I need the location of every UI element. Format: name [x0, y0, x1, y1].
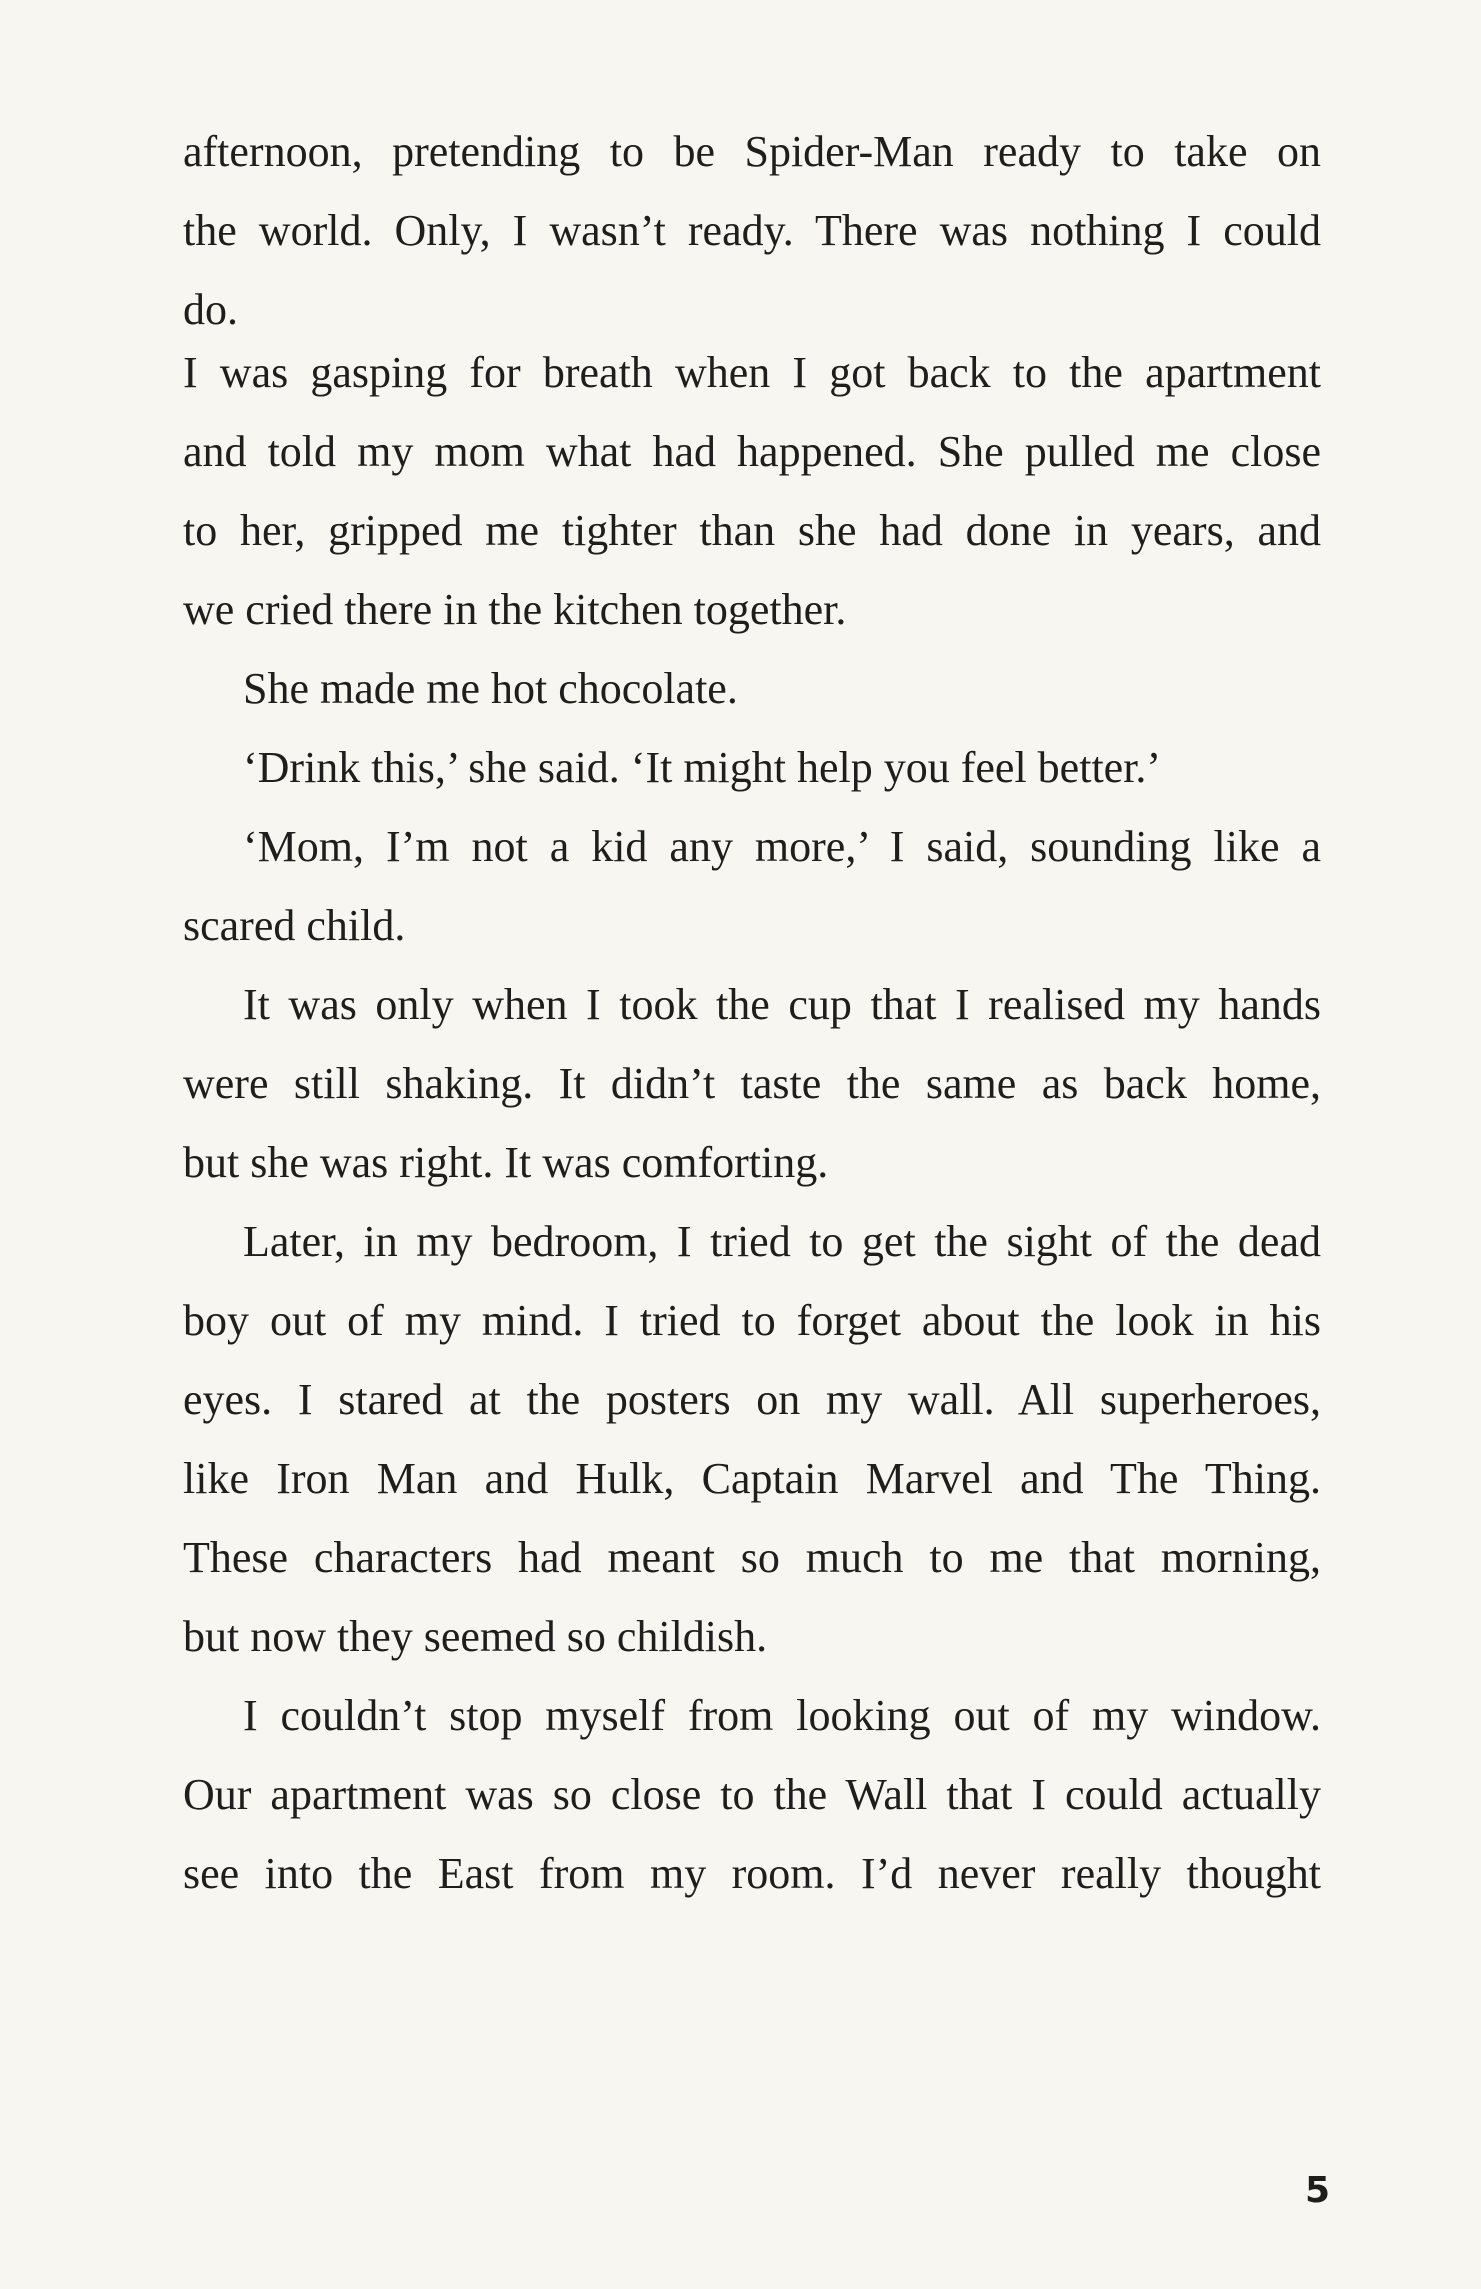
text-line: I was gasping for breath when I got back to the apartment [183, 348, 1321, 397]
text-line: to her, gripped me tighter than she had done in years, and [183, 506, 1321, 555]
text-block-opening [183, 112, 1321, 349]
text-line: but she was right. It was comforting. [183, 1138, 829, 1187]
text-line: I couldn’t stop myself from looking out of my window. [243, 1691, 1321, 1740]
text-block-main [183, 333, 1321, 1913]
text-line: These characters had meant so much to me that morning, [183, 1533, 1321, 1582]
text-line: She made me hot chocolate. [243, 664, 738, 713]
text-line: eyes. I stared at the posters on my wall. All superheroes, [183, 1375, 1321, 1424]
text-line: afternoon, pretending to be Spider-Man ready to take on [183, 127, 1321, 176]
text-line: ‘Drink this,’ she said. ‘It might help you feel better.’ [243, 743, 1162, 792]
page-number: 5 [1304, 2170, 1330, 2211]
text-line: scared child. [183, 901, 406, 950]
text-line: we cried there in the kitchen together. [183, 585, 847, 634]
text-line: and told my mom what had happened. She pulled me close [183, 427, 1321, 476]
text-line: Later, in my bedroom, I tried to get the sight of the dead [243, 1217, 1321, 1266]
text-line: do. [183, 285, 238, 334]
text-line: see into the East from my room. I’d never really thought [183, 1849, 1321, 1898]
text-line: Our apartment was so close to the Wall that I could actually [183, 1770, 1321, 1819]
text-line: were still shaking. It didn’t taste the same as back home, [183, 1059, 1321, 1108]
text-line: boy out of my mind. I tried to forget about the look in his [183, 1296, 1321, 1345]
text-line: ‘Mom, I’m not a kid any more,’ I said, sounding like a [243, 822, 1321, 871]
text-line: like Iron Man and Hulk, Captain Marvel and The Thing. [183, 1454, 1321, 1503]
text-line: but now they seemed so childish. [183, 1612, 768, 1661]
text-line: It was only when I took the cup that I realised my hands [243, 980, 1321, 1029]
text-line: the world. Only, I wasn’t ready. There was nothing I could [183, 206, 1321, 255]
